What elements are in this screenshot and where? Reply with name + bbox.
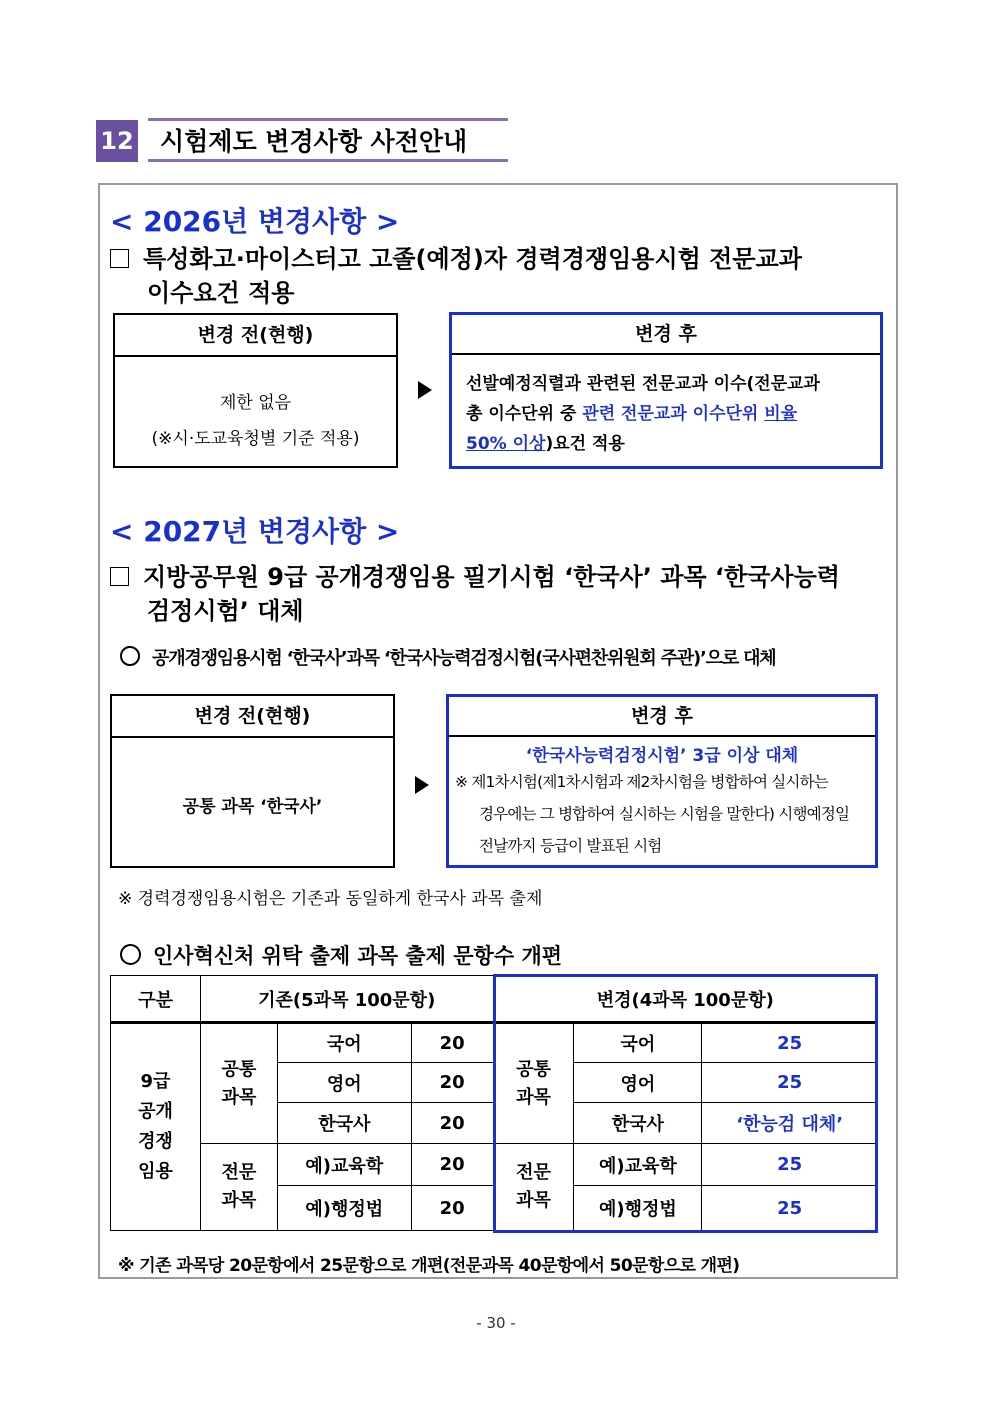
after-line2c-2026: 비율 bbox=[764, 404, 798, 424]
after-line2b-2026: 관련 전문교과 이수단위 bbox=[582, 404, 765, 424]
after-notes-2027 bbox=[449, 766, 875, 862]
item-2027-line1: 지방공무원 9급 공개경쟁임용 필기시험 ‘한국사’ 과목 ‘한국사능력 bbox=[143, 563, 840, 591]
after-line2a-2026: 총 이수단위 중 bbox=[466, 404, 583, 424]
heading-2026: < 2026년 변경사항 > bbox=[110, 205, 400, 238]
subject-old: 한국사 bbox=[277, 1103, 411, 1144]
count-old: 20 bbox=[411, 1103, 493, 1144]
after-line3-2026 bbox=[466, 429, 880, 459]
note-bottom: ※ 기존 과목당 20문항에서 25문항으로 개편(전문과목 40문항에서 50문항으로 개편) bbox=[118, 1256, 740, 1276]
item-2026-line1: 특성화고·마이스터고 고졸(예정)자 경력경쟁임용시험 전문교과 bbox=[143, 245, 802, 273]
section-number: 12 bbox=[96, 120, 138, 162]
after-line3b-2026: )요건 적용 bbox=[545, 434, 625, 454]
before-body-2026 bbox=[115, 357, 396, 457]
subject-old: 예)교육학 bbox=[277, 1144, 411, 1186]
after-body-2026 bbox=[452, 355, 880, 459]
count-old: 20 bbox=[411, 1144, 493, 1186]
item-2027 bbox=[110, 560, 890, 628]
after-line1-2027: ‘한국사능력검정시험’ 3급 이상 대체 bbox=[525, 746, 799, 766]
subject-new: 예)교육학 bbox=[574, 1144, 702, 1186]
section-title bbox=[148, 118, 508, 162]
subject-old: 영어 bbox=[277, 1063, 411, 1103]
major-label-new: 전문 과목 bbox=[493, 1144, 574, 1231]
count-old: 20 bbox=[411, 1023, 493, 1063]
subject-old: 국어 bbox=[277, 1023, 411, 1063]
before-text-2027: 공통 과목 ‘한국사’ bbox=[182, 797, 323, 817]
arrow-right-icon bbox=[418, 381, 432, 399]
page-number: - 30 - bbox=[476, 1314, 516, 1332]
count-old: 20 bbox=[411, 1186, 493, 1231]
before-box-2027 bbox=[110, 694, 395, 868]
checkbox-icon bbox=[110, 249, 129, 268]
count-new: ‘한능검 대체’ bbox=[702, 1103, 878, 1144]
sub-item-exam bbox=[120, 940, 562, 970]
count-new: 25 bbox=[702, 1023, 878, 1063]
sub-item-history-text: 공개경쟁임용시험 ‘한국사’과목 ‘한국사능력검정시험(국사편찬위원회 주관)’으로 대체 bbox=[152, 648, 776, 669]
note-career: ※ 경력경쟁임용시험은 기존과 동일하게 한국사 과목 출제 bbox=[118, 889, 543, 909]
after-note3-2027: 전날까지 등급이 발표된 시험 bbox=[479, 837, 662, 855]
count-new: 25 bbox=[702, 1063, 878, 1103]
item-2026 bbox=[110, 242, 890, 310]
after-note1-2027: ※ 제1차시험(제1차시험과 제2차시험을 병합하여 실시하는 bbox=[455, 773, 828, 791]
count-new: 25 bbox=[702, 1186, 878, 1231]
arrow-right-icon bbox=[415, 776, 429, 794]
subject-old: 예)행정법 bbox=[277, 1186, 411, 1231]
after-note2-2027: 경우에는 그 병합하여 실시하는 시험을 말한다) 시행예정일 bbox=[479, 805, 850, 823]
common-label-new: 공통 과목 bbox=[493, 1023, 574, 1144]
after-title-2026: 변경 후 bbox=[452, 315, 880, 355]
checkbox-icon bbox=[110, 567, 129, 586]
subject-new: 한국사 bbox=[574, 1103, 702, 1144]
before-title-2027: 변경 전(현행) bbox=[112, 696, 393, 738]
header-division: 구분 bbox=[111, 976, 201, 1023]
subject-new: 예)행정법 bbox=[574, 1186, 702, 1231]
common-label-old: 공통 과목 bbox=[200, 1023, 277, 1144]
after-line3a-2026: 50% 이상 bbox=[466, 434, 546, 454]
new-column-highlight bbox=[493, 974, 878, 1233]
circle-icon bbox=[120, 646, 140, 666]
after-box-2026 bbox=[449, 312, 883, 469]
heading-2027: < 2027년 변경사항 > bbox=[110, 515, 400, 548]
item-2026-line2: 이수요건 적용 bbox=[147, 279, 295, 307]
after-line1-2026: 선발예정직렬과 관련된 전문교과 이수(전문교과 bbox=[466, 374, 820, 394]
after-box-2027 bbox=[446, 694, 878, 868]
after-title-2027: 변경 후 bbox=[449, 697, 875, 737]
subject-new: 국어 bbox=[574, 1023, 702, 1063]
sub-item-exam-text: 인사혁신처 위탁 출제 과목 출제 문항수 개편 bbox=[153, 944, 563, 968]
before-line2-2026: (※시·도교육청별 기준 적용) bbox=[151, 429, 360, 449]
count-old: 20 bbox=[411, 1063, 493, 1103]
before-box-2026 bbox=[113, 313, 398, 468]
item-2027-line2: 검정시험’ 대체 bbox=[147, 597, 304, 625]
sub-item-history bbox=[120, 644, 775, 670]
before-title-2026: 변경 전(현행) bbox=[115, 315, 396, 357]
before-line1-2026: 제한 없음 bbox=[219, 393, 292, 413]
header-old: 기존(5과목 100문항) bbox=[200, 976, 493, 1023]
circle-icon bbox=[120, 944, 141, 965]
subject-new: 영어 bbox=[574, 1063, 702, 1103]
group-label: 9급 공개 경쟁 임용 bbox=[111, 1023, 201, 1231]
section-title-text: 시험제도 변경사항 사전안내 bbox=[160, 127, 468, 156]
header-new: 변경(4과목 100문항) bbox=[493, 976, 877, 1023]
after-line2-2026 bbox=[466, 399, 880, 429]
major-label-old: 전문 과목 bbox=[200, 1144, 277, 1231]
count-new: 25 bbox=[702, 1144, 878, 1186]
